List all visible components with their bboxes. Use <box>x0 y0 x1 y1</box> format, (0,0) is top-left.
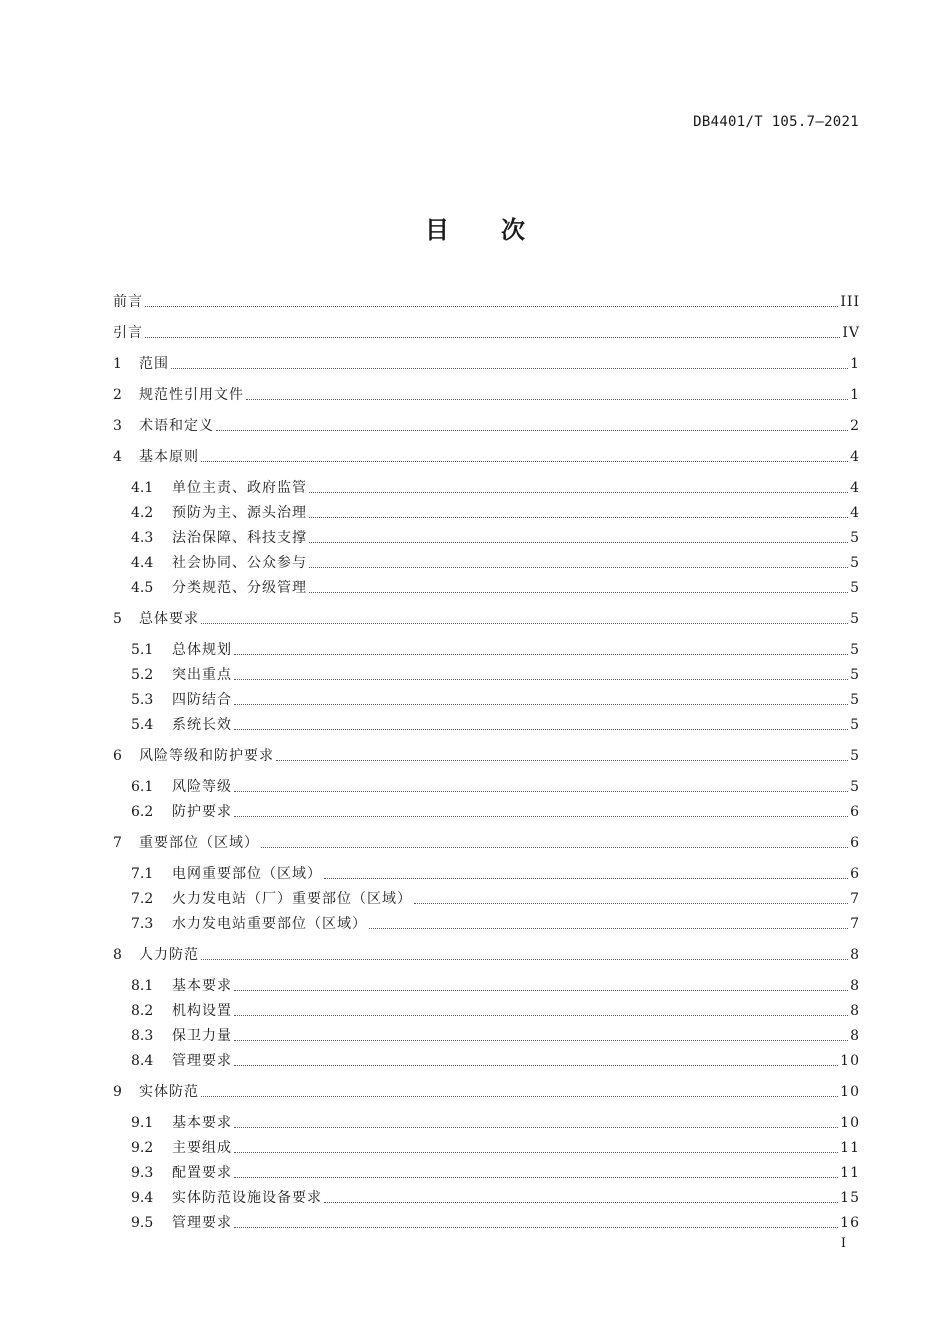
toc-entry-title: 范围 <box>139 356 169 372</box>
toc-entry-number: 2 <box>113 387 122 403</box>
dot-leader <box>201 461 848 462</box>
toc-entry-title: 实体防范 <box>139 1084 199 1100</box>
toc-entry[interactable] <box>113 292 860 312</box>
toc-entry-page: 5 <box>850 580 860 596</box>
toc-entry-page: 7 <box>850 891 860 907</box>
dot-leader <box>171 368 848 369</box>
toc-entry-title: 系统长效 <box>172 717 232 733</box>
toc-entry[interactable] <box>113 385 860 405</box>
toc-entry[interactable] <box>131 976 860 996</box>
toc-entry-page: 6 <box>850 866 860 882</box>
dot-leader <box>309 517 848 518</box>
toc-entry-page: IV <box>842 325 860 341</box>
dot-leader <box>234 679 848 680</box>
dot-leader <box>234 1227 838 1228</box>
toc-entry[interactable] <box>131 1138 860 1158</box>
toc-entry-page: 11 <box>840 1140 860 1156</box>
toc-entry-title: 基本要求 <box>172 1115 232 1131</box>
toc-entry-number: 6.1 <box>131 779 154 795</box>
toc-entry-number: 7 <box>113 835 122 851</box>
toc-entry-number: 4.3 <box>131 530 154 546</box>
toc-entry-title: 实体防范设施设备要求 <box>172 1190 322 1206</box>
toc-entry-title: 分类规范、分级管理 <box>172 580 307 596</box>
toc-entry[interactable] <box>131 640 860 660</box>
dot-leader <box>309 567 848 568</box>
page-title: 目次 <box>425 216 577 244</box>
toc-entry[interactable] <box>131 665 860 685</box>
toc-entry-number: 9.1 <box>131 1115 154 1131</box>
toc-entry[interactable] <box>113 323 860 343</box>
dot-leader <box>234 1177 838 1178</box>
table-of-contents <box>113 0 860 1344</box>
toc-entry-title: 单位主责、政府监管 <box>172 480 307 496</box>
toc-entry-page: 11 <box>840 1165 860 1181</box>
toc-entry-page: 8 <box>850 1003 860 1019</box>
toc-entry-number: 4.5 <box>131 580 154 596</box>
toc-entry-title: 基本要求 <box>172 978 232 994</box>
toc-entry-title: 突出重点 <box>172 667 232 683</box>
dot-leader <box>246 399 848 400</box>
toc-entry-page: 7 <box>850 916 860 932</box>
toc-entry[interactable] <box>113 447 860 467</box>
toc-entry-page: 5 <box>850 642 860 658</box>
dot-leader <box>234 816 848 817</box>
toc-entry-title: 火力发电站（厂）重要部位（区域） <box>172 891 412 907</box>
toc-entry[interactable] <box>131 715 860 735</box>
toc-entry[interactable] <box>113 945 860 965</box>
toc-entry[interactable] <box>131 914 860 934</box>
dot-leader <box>234 1152 838 1153</box>
dot-leader <box>201 959 848 960</box>
toc-entry-number: 9.4 <box>131 1190 154 1206</box>
toc-entry[interactable] <box>131 1001 860 1021</box>
toc-entry-title: 电网重要部位（区域） <box>172 866 322 882</box>
toc-entry[interactable] <box>131 1051 860 1071</box>
dot-leader <box>414 903 848 904</box>
toc-entry-number: 3 <box>113 418 122 434</box>
toc-entry-title: 管理要求 <box>172 1053 232 1069</box>
toc-entry-number: 5 <box>113 611 122 627</box>
toc-entry[interactable] <box>113 354 860 374</box>
toc-entry[interactable] <box>131 864 860 884</box>
toc-entry[interactable] <box>131 889 860 909</box>
toc-entry[interactable] <box>131 1188 860 1208</box>
toc-entry-number: 8.3 <box>131 1028 154 1044</box>
toc-entry[interactable] <box>131 528 860 548</box>
toc-entry-title: 风险等级和防护要求 <box>139 748 274 764</box>
toc-entry-title: 法治保障、科技支撑 <box>172 530 307 546</box>
toc-entry-title: 引言 <box>113 325 143 341</box>
dot-leader <box>234 729 848 730</box>
toc-entry-number: 9.5 <box>131 1215 154 1231</box>
toc-entry-page: 1 <box>850 356 860 372</box>
toc-entry-number: 8.2 <box>131 1003 154 1019</box>
toc-entry-page: 1 <box>850 387 860 403</box>
toc-entry-number: 8.4 <box>131 1053 154 1069</box>
toc-entry-page: 16 <box>840 1215 860 1231</box>
toc-entry-number: 4.4 <box>131 555 154 571</box>
toc-entry-number: 9.3 <box>131 1165 154 1181</box>
toc-entry-number: 8.1 <box>131 978 154 994</box>
toc-entry[interactable] <box>131 578 860 598</box>
toc-entry-title: 防护要求 <box>172 804 232 820</box>
dot-leader <box>309 492 848 493</box>
toc-entry-page: 6 <box>850 804 860 820</box>
toc-entry-page: 5 <box>850 717 860 733</box>
toc-entry[interactable] <box>113 416 860 436</box>
toc-entry-title: 重要部位（区域） <box>139 835 259 851</box>
dot-leader <box>234 1065 838 1066</box>
dot-leader <box>216 430 848 431</box>
dot-leader <box>234 1127 838 1128</box>
toc-entry[interactable] <box>131 777 860 797</box>
dot-leader <box>201 1096 838 1097</box>
toc-entry-page: 5 <box>850 779 860 795</box>
toc-entry-title: 机构设置 <box>172 1003 232 1019</box>
dot-leader <box>234 704 848 705</box>
dot-leader <box>145 337 840 338</box>
toc-entry-title: 规范性引用文件 <box>139 387 244 403</box>
dot-leader <box>234 791 848 792</box>
toc-entry-title: 水力发电站重要部位（区域） <box>172 916 367 932</box>
toc-entry-title: 管理要求 <box>172 1215 232 1231</box>
toc-entry[interactable] <box>131 478 860 498</box>
toc-entry-page: 4 <box>850 449 860 465</box>
dot-leader <box>324 1202 838 1203</box>
toc-entry[interactable] <box>131 690 860 710</box>
toc-entry-title: 总体规划 <box>172 642 232 658</box>
page-number: I <box>840 1236 846 1251</box>
toc-entry-number: 4.1 <box>131 480 154 496</box>
toc-entry-title: 主要组成 <box>172 1140 232 1156</box>
toc-entry-page: 4 <box>850 480 860 496</box>
toc-entry-number: 8 <box>113 947 122 963</box>
toc-entry[interactable] <box>131 553 860 573</box>
toc-entry-number: 5.3 <box>131 692 154 708</box>
dot-leader <box>234 654 848 655</box>
toc-entry-title: 预防为主、源头治理 <box>172 505 307 521</box>
toc-entry-title: 基本原则 <box>139 449 199 465</box>
dot-leader <box>276 760 848 761</box>
toc-entry[interactable] <box>131 1163 860 1183</box>
toc-entry-page: 8 <box>850 1028 860 1044</box>
toc-entry-number: 9.2 <box>131 1140 154 1156</box>
dot-leader <box>234 1040 848 1041</box>
toc-entry-page: 5 <box>850 530 860 546</box>
toc-entry[interactable] <box>131 802 860 822</box>
toc-entry-page: 2 <box>850 418 860 434</box>
toc-entry-number: 5.2 <box>131 667 154 683</box>
toc-entry-title: 人力防范 <box>139 947 199 963</box>
dot-leader <box>145 306 838 307</box>
toc-entry[interactable] <box>131 503 860 523</box>
toc-entry-number: 6.2 <box>131 804 154 820</box>
toc-entry-page: 8 <box>850 978 860 994</box>
toc-entry-page: 10 <box>840 1115 860 1131</box>
toc-entry-title: 前言 <box>113 294 143 310</box>
toc-entry-number: 7.1 <box>131 866 154 882</box>
toc-entry-page: 10 <box>840 1084 860 1100</box>
toc-entry-number: 5.4 <box>131 717 154 733</box>
toc-entry-page: 8 <box>850 947 860 963</box>
toc-entry-number: 4 <box>113 449 122 465</box>
dot-leader <box>234 1015 848 1016</box>
toc-entry-title: 四防结合 <box>172 692 232 708</box>
dot-leader <box>369 928 848 929</box>
toc-entry-page: 10 <box>840 1053 860 1069</box>
toc-entry[interactable] <box>113 609 860 629</box>
toc-entry-page: III <box>840 294 860 310</box>
toc-entry-number: 6 <box>113 748 122 764</box>
toc-entry-number: 7.2 <box>131 891 154 907</box>
toc-entry-number: 7.3 <box>131 916 154 932</box>
dot-leader <box>309 592 848 593</box>
toc-entry-page: 15 <box>840 1190 860 1206</box>
toc-entry[interactable] <box>113 833 860 853</box>
toc-entry[interactable] <box>131 1026 860 1046</box>
toc-entry-number: 1 <box>113 356 122 372</box>
toc-entry-title: 保卫力量 <box>172 1028 232 1044</box>
toc-entry-page: 5 <box>850 748 860 764</box>
toc-entry-title: 风险等级 <box>172 779 232 795</box>
toc-entry-page: 6 <box>850 835 860 851</box>
toc-entry-title: 术语和定义 <box>139 418 214 434</box>
toc-entry-page: 5 <box>850 611 860 627</box>
toc-entry[interactable] <box>113 746 860 766</box>
toc-entry[interactable] <box>131 1213 860 1233</box>
toc-entry-page: 5 <box>850 692 860 708</box>
toc-entry-page: 4 <box>850 505 860 521</box>
dot-leader <box>309 542 848 543</box>
dot-leader <box>261 847 848 848</box>
document-number: DB4401/T 105.7—2021 <box>693 114 859 130</box>
toc-entry-title: 配置要求 <box>172 1165 232 1181</box>
toc-entry[interactable] <box>113 1082 860 1102</box>
dot-leader <box>324 878 848 879</box>
toc-entry-title: 总体要求 <box>139 611 199 627</box>
toc-entry-number: 9 <box>113 1084 122 1100</box>
toc-entry-number: 5.1 <box>131 642 154 658</box>
toc-entry[interactable] <box>131 1113 860 1133</box>
toc-entry-page: 5 <box>850 555 860 571</box>
toc-entry-number: 4.2 <box>131 505 154 521</box>
dot-leader <box>234 990 848 991</box>
toc-entry-title: 社会协同、公众参与 <box>172 555 307 571</box>
dot-leader <box>201 623 848 624</box>
toc-entry-page: 5 <box>850 667 860 683</box>
